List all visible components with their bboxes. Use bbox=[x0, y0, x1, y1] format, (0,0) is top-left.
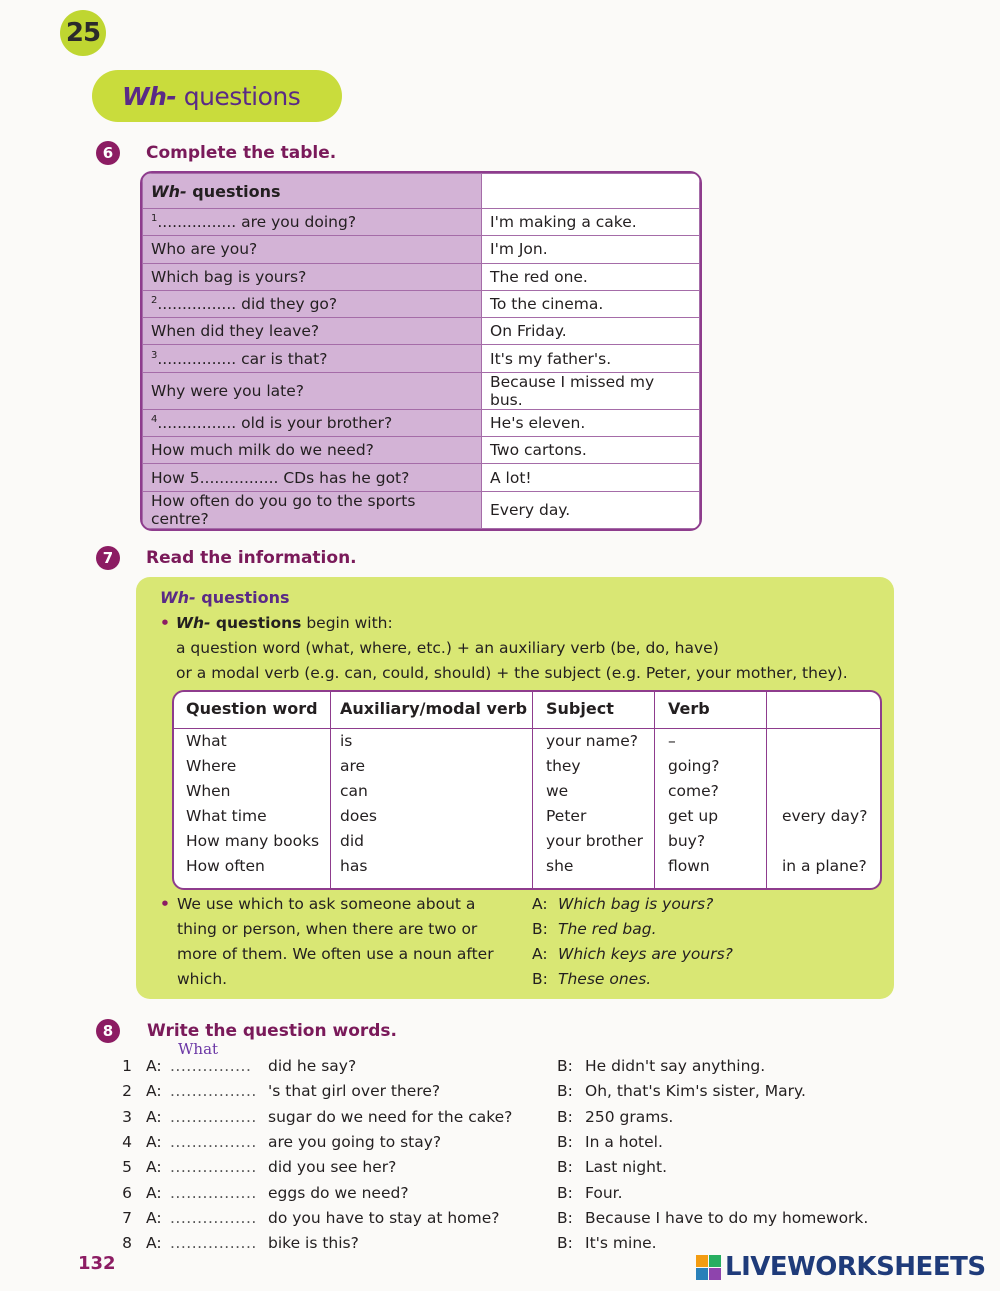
question-number: 7 bbox=[122, 1208, 132, 1227]
speaker-a-label: A: bbox=[146, 1107, 162, 1126]
liveworksheets-logo-icon bbox=[696, 1255, 721, 1280]
structure-table-cell: buy? bbox=[668, 832, 706, 850]
structure-table-cell: every day? bbox=[782, 807, 868, 825]
table-header-questions bbox=[143, 174, 482, 209]
question-text: When did they leave? bbox=[151, 322, 320, 341]
information-bullet-2 bbox=[160, 892, 176, 917]
structure-table-cell: get up bbox=[668, 807, 719, 825]
structure-table-header: Subject bbox=[546, 699, 614, 718]
question-text: ................ car is that? bbox=[157, 349, 328, 368]
question-text: bike is this? bbox=[268, 1234, 359, 1253]
question-number: 4 bbox=[122, 1132, 132, 1151]
question-cell bbox=[143, 491, 482, 528]
answer-cell: To the cinema. bbox=[482, 290, 700, 317]
exercise-8-answer bbox=[557, 1206, 957, 1230]
exercise-8-answer bbox=[557, 1130, 957, 1154]
speaker-a-label: A: bbox=[146, 1132, 162, 1151]
question-number: 2 bbox=[122, 1082, 132, 1101]
exercise-8-question bbox=[120, 1155, 540, 1179]
structure-table-cell: How often bbox=[186, 857, 265, 875]
question-text: eggs do we need? bbox=[268, 1183, 409, 1202]
answer-blank[interactable]: ............... bbox=[170, 1057, 252, 1075]
speaker-a-label: A: bbox=[146, 1208, 162, 1227]
answer-blank[interactable]: ................ bbox=[170, 1208, 257, 1227]
answer-text: It's mine. bbox=[585, 1234, 657, 1253]
exercise-6-title: Complete the table. bbox=[146, 143, 337, 163]
speaker-a-label: A: bbox=[146, 1158, 162, 1177]
question-cell[interactable] bbox=[143, 345, 482, 372]
column-divider bbox=[766, 692, 767, 888]
answer-cell: Because I missed my bus. bbox=[482, 372, 700, 409]
which-examples bbox=[532, 892, 733, 992]
question-text: Why were you late? bbox=[151, 381, 305, 400]
exercise-8-question bbox=[120, 1181, 540, 1205]
structure-table-cell: Peter bbox=[546, 807, 587, 825]
example-text: Which bag is yours? bbox=[558, 895, 714, 913]
table-row bbox=[143, 209, 700, 236]
speaker-b-label: B: bbox=[557, 1057, 573, 1075]
question-cell[interactable] bbox=[143, 409, 482, 436]
speaker-label: A: bbox=[532, 945, 548, 963]
structure-table-cell: she bbox=[546, 857, 574, 875]
structure-table-cell: they bbox=[546, 757, 581, 775]
structure-table-cell: flown bbox=[668, 857, 710, 875]
speaker-a-label: A: bbox=[146, 1234, 162, 1253]
wh-questions-table bbox=[140, 171, 702, 531]
bullet1-rest: begin with: bbox=[306, 614, 393, 632]
speaker-label: B: bbox=[532, 970, 548, 988]
answer-cell: I'm making a cake. bbox=[482, 209, 700, 236]
question-cell bbox=[143, 236, 482, 263]
question-number: 8 bbox=[122, 1234, 132, 1253]
answer-cell: Every day. bbox=[482, 491, 700, 528]
exercise-8-answer bbox=[557, 1054, 957, 1078]
table-row bbox=[143, 372, 700, 409]
header-rest: questions bbox=[192, 181, 281, 201]
bullet-2-line: more of them. We often use a noun after bbox=[177, 945, 494, 963]
answer-blank[interactable]: ................ bbox=[170, 1132, 257, 1151]
answer-blank[interactable]: ................ bbox=[170, 1183, 257, 1202]
gap-number: 2 bbox=[151, 294, 158, 306]
example-line bbox=[532, 967, 733, 992]
box-title-italic: Wh- bbox=[160, 588, 196, 607]
question-structure-table bbox=[172, 690, 882, 890]
speaker-b-label: B: bbox=[557, 1208, 573, 1227]
question-number: 5 bbox=[122, 1158, 132, 1177]
table-row bbox=[143, 345, 700, 372]
answer-cell: He's eleven. bbox=[482, 409, 700, 436]
exercise-8-question bbox=[120, 1206, 540, 1230]
header-divider bbox=[174, 728, 880, 729]
answer-cell: The red one. bbox=[482, 263, 700, 290]
structure-table-cell: in a plane? bbox=[782, 857, 867, 875]
exercise-7-number: 7 bbox=[96, 546, 120, 570]
structure-table-cell: When bbox=[186, 782, 231, 800]
question-text: do you have to stay at home? bbox=[268, 1208, 500, 1227]
question-cell bbox=[143, 263, 482, 290]
bullet-2-line: thing or person, when there are two or bbox=[177, 920, 478, 938]
structure-table-cell: we bbox=[546, 782, 569, 800]
unit-title-rest: questions bbox=[183, 81, 301, 111]
answer-cell: On Friday. bbox=[482, 318, 700, 345]
structure-table-cell: What time bbox=[186, 807, 267, 825]
question-cell[interactable] bbox=[143, 290, 482, 317]
question-text: Who are you? bbox=[151, 240, 258, 259]
structure-table-cell: What bbox=[186, 732, 227, 750]
speaker-b-label: B: bbox=[557, 1107, 573, 1126]
table-row bbox=[143, 263, 700, 290]
answer-text: Because I have to do my homework. bbox=[585, 1208, 869, 1227]
page-number: 132 bbox=[78, 1253, 116, 1274]
table-row bbox=[143, 236, 700, 263]
speaker-b-label: B: bbox=[557, 1132, 573, 1151]
bullet-icon: • bbox=[160, 895, 170, 913]
unit-title-italic: Wh- bbox=[122, 81, 177, 111]
exercise-8-answer bbox=[557, 1155, 957, 1179]
filled-answer: What bbox=[178, 1040, 219, 1058]
speaker-label: B: bbox=[532, 920, 548, 938]
question-cell bbox=[143, 318, 482, 345]
table-row bbox=[143, 409, 700, 436]
exercise-8-answer bbox=[557, 1079, 957, 1103]
answer-text: Last night. bbox=[585, 1158, 668, 1177]
table-row bbox=[143, 491, 700, 528]
structure-table-cell: – bbox=[668, 732, 676, 750]
column-divider bbox=[654, 692, 655, 888]
speaker-a-label: A: bbox=[146, 1183, 162, 1202]
answer-blank[interactable]: ................ bbox=[170, 1082, 257, 1101]
example-text: Which keys are yours? bbox=[558, 945, 733, 963]
answer-text: In a hotel. bbox=[585, 1132, 663, 1151]
question-text: are you going to stay? bbox=[268, 1132, 442, 1151]
answer-text: Four. bbox=[585, 1183, 623, 1202]
question-text: ................ old is your brother? bbox=[157, 414, 393, 432]
information-box-title bbox=[160, 588, 290, 607]
exercise-8-question bbox=[120, 1231, 540, 1255]
question-text: did you see her? bbox=[268, 1158, 397, 1177]
answer-cell: It's my father's. bbox=[482, 345, 700, 372]
answer-text: He didn't say anything. bbox=[585, 1057, 766, 1075]
bullet-2-text bbox=[177, 892, 494, 992]
box-title-rest: questions bbox=[201, 588, 290, 607]
structure-table-cell: How many books bbox=[186, 832, 320, 850]
structure-table-header: Auxiliary/modal verb bbox=[340, 699, 528, 718]
table-row bbox=[143, 318, 700, 345]
speaker-b-label: B: bbox=[557, 1158, 573, 1177]
answer-cell: Two cartons. bbox=[482, 437, 700, 464]
bullet1-italic: Wh- bbox=[175, 614, 211, 632]
bullet-2-line: which. bbox=[177, 970, 228, 988]
column-divider bbox=[532, 692, 533, 888]
question-text: ................ did they go? bbox=[157, 295, 338, 314]
question-number: 6 bbox=[122, 1183, 132, 1202]
exercise-8-title: Write the question words. bbox=[147, 1021, 398, 1041]
question-cell bbox=[143, 372, 482, 409]
question-text: How 5................ CDs has he got? bbox=[151, 468, 410, 487]
speaker-a-label: A: bbox=[146, 1082, 162, 1101]
structure-table-cell: did bbox=[340, 832, 364, 850]
exercise-8-answer bbox=[557, 1105, 957, 1129]
table-row bbox=[143, 437, 700, 464]
speaker-a-label: A: bbox=[146, 1057, 162, 1075]
structure-table-cell: your name? bbox=[546, 732, 638, 750]
speaker-b-label: B: bbox=[557, 1234, 573, 1253]
answer-blank[interactable]: ................ bbox=[170, 1158, 257, 1177]
answer-cell: I'm Jon. bbox=[482, 236, 700, 263]
exercise-8-number: 8 bbox=[96, 1019, 120, 1043]
gap-number: 4 bbox=[151, 413, 158, 425]
answer-blank[interactable]: ................ bbox=[170, 1234, 257, 1253]
structure-table-header: Question word bbox=[186, 699, 318, 718]
exercise-8-question bbox=[120, 1079, 540, 1103]
information-line-2: a question word (what, where, etc.) + an auxiliary verb (be, do, have) bbox=[176, 639, 719, 657]
structure-table-cell: going? bbox=[668, 757, 720, 775]
question-text: Which bag is yours? bbox=[151, 267, 307, 286]
example-line bbox=[532, 917, 733, 942]
answer-text: 250 grams. bbox=[585, 1107, 674, 1126]
answer-blank[interactable]: ................ bbox=[170, 1107, 257, 1126]
exercise-7-title: Read the information. bbox=[146, 548, 357, 568]
speaker-b-label: B: bbox=[557, 1183, 573, 1202]
information-bullet-1 bbox=[160, 611, 860, 636]
header-italic: Wh- bbox=[151, 181, 187, 201]
table-row bbox=[143, 464, 700, 491]
table-header-answers bbox=[482, 174, 700, 209]
question-cell bbox=[143, 464, 482, 491]
question-text: 's that girl over there? bbox=[268, 1082, 441, 1101]
question-number: 3 bbox=[122, 1107, 132, 1126]
exercise-8-question bbox=[120, 1130, 540, 1154]
structure-table-cell: is bbox=[340, 732, 353, 750]
question-text: How often do you go to the sports centre? bbox=[151, 491, 416, 528]
column-divider bbox=[330, 692, 331, 888]
question-text: sugar do we need for the cake? bbox=[268, 1107, 513, 1126]
question-text: did he say? bbox=[268, 1057, 357, 1075]
question-number: 1 bbox=[122, 1057, 132, 1075]
question-text: How much milk do we need? bbox=[151, 441, 374, 460]
answer-cell: A lot! bbox=[482, 464, 700, 491]
structure-table-cell: your brother bbox=[546, 832, 643, 850]
example-text: These ones. bbox=[558, 970, 652, 988]
question-cell[interactable] bbox=[143, 209, 482, 236]
information-line-3: or a modal verb (e.g. can, could, should) + the subject (e.g. Peter, your mother, they). bbox=[176, 664, 848, 682]
speaker-b-label: B: bbox=[557, 1082, 573, 1101]
speaker-label: A: bbox=[532, 895, 548, 913]
bullet1-bold: questions bbox=[215, 614, 302, 632]
structure-table-cell: does bbox=[340, 807, 377, 825]
exercise-8-question bbox=[120, 1040, 540, 1078]
example-text: The red bag. bbox=[558, 920, 657, 938]
question-text: ................ are you doing? bbox=[157, 213, 357, 232]
exercise-8-answer bbox=[557, 1181, 957, 1205]
table-row bbox=[143, 290, 700, 317]
structure-table-cell: can bbox=[340, 782, 368, 800]
liveworksheets-brand[interactable] bbox=[696, 1252, 986, 1282]
exercise-8-question bbox=[120, 1105, 540, 1129]
structure-table-cell: has bbox=[340, 857, 368, 875]
gap-number: 3 bbox=[151, 349, 158, 361]
structure-table-cell: are bbox=[340, 757, 366, 775]
bullet-icon: • bbox=[160, 614, 170, 632]
answer-text: Oh, that's Kim's sister, Mary. bbox=[585, 1082, 806, 1101]
example-line bbox=[532, 892, 733, 917]
unit-number-badge: 25 bbox=[60, 10, 106, 56]
structure-table-header: Verb bbox=[668, 699, 710, 718]
gap-number: 1 bbox=[151, 213, 158, 225]
table-header-row bbox=[143, 174, 700, 209]
structure-table-cell: come? bbox=[668, 782, 719, 800]
bullet-2-line: We use which to ask someone about a bbox=[177, 895, 476, 913]
brand-text: LIVEWORKSHEETS bbox=[725, 1252, 986, 1282]
question-cell bbox=[143, 437, 482, 464]
unit-title bbox=[92, 70, 342, 122]
example-line bbox=[532, 942, 733, 967]
exercise-6-number: 6 bbox=[96, 141, 120, 165]
structure-table-cell: Where bbox=[186, 757, 237, 775]
